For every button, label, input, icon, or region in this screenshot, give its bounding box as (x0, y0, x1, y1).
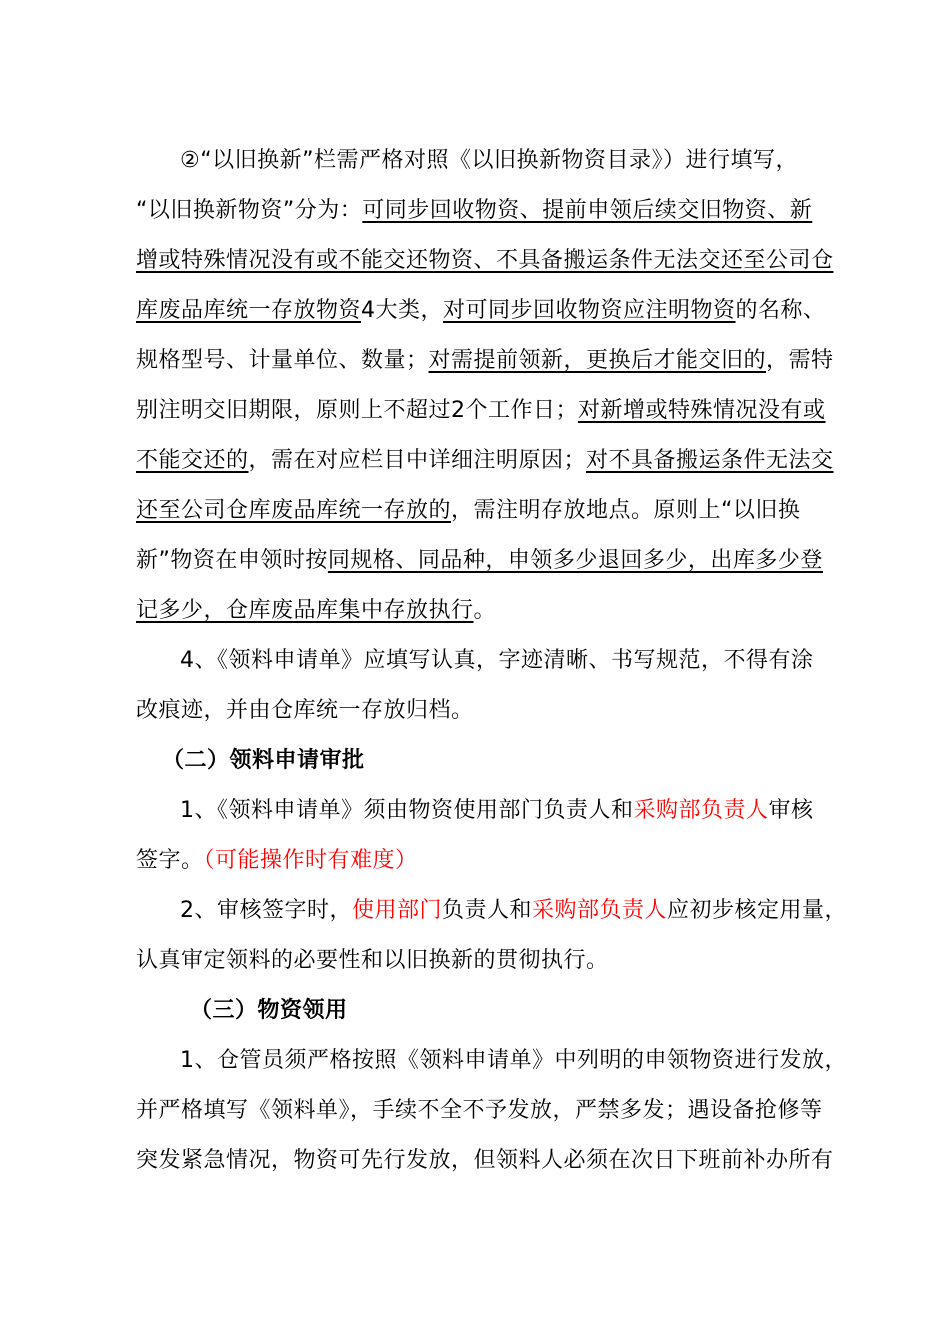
text-line (136, 1045, 880, 1077)
text-segment: 新”物资在申领时按 (136, 548, 328, 573)
highlighted-text: 使用部门 (352, 898, 443, 923)
text-segment: 2、审核签字时， (180, 898, 352, 923)
underlined-text: 库废品库统一存放物资 (136, 298, 362, 323)
underlined-text: 增或特殊情况没有或不能交还物资、不具备搬运条件无法交还至公司仓 (136, 248, 834, 273)
text-line (136, 1145, 836, 1177)
underlined-text: 对不具备搬运条件无法交 (586, 448, 834, 473)
text-segment: 签字。 (136, 848, 204, 873)
text-line (136, 995, 890, 1027)
text-line (136, 495, 836, 527)
highlighted-text: 采购部负责人 (532, 898, 668, 923)
text-segment: 4、《领料申请单》应填写认真，字迹清晰、书写规范，不得有涂 (180, 648, 814, 673)
text-segment: 负责人和 (442, 898, 533, 923)
text-segment: 突发紧急情况，物资可先行发放，但领料人必须在次日下班前补办所有 (136, 1148, 834, 1173)
text-line (136, 545, 836, 577)
text-segment: ②“以旧换新”栏需严格对照《以旧换新物资目录》）进行填写， (180, 148, 799, 173)
text-segment: ，需注明存放地点。原则上“以旧换 (451, 498, 801, 523)
text-segment: 1、《领料申请单》须由物资使用部门负责人和 (180, 798, 634, 823)
text-segment: 别注明交旧期限，原则上不超过2个工作日； (136, 398, 578, 423)
underlined-text: 还至公司仓库废品库统一存放的 (136, 498, 452, 523)
text-line (136, 245, 836, 277)
text-line (136, 445, 836, 477)
text-segment: “以旧换新物资”分为： (136, 198, 363, 223)
underlined-text: 同规格、同品种，申领多少退回多少，出库多少登 (327, 548, 823, 573)
section-heading: （三）物资领用 (190, 998, 348, 1023)
text-line (136, 695, 836, 727)
text-line (136, 195, 836, 227)
text-line (136, 945, 836, 977)
text-line (136, 895, 880, 927)
text-segment: 审核 (768, 798, 814, 823)
highlighted-text: 采购部负责人 (633, 798, 769, 823)
text-segment: ，需特 (766, 348, 834, 373)
text-line (136, 595, 836, 627)
text-segment: 的名称、 (735, 298, 826, 323)
highlighted-text: （可能操作时有难度） (203, 848, 418, 873)
text-segment: 4大类， (361, 298, 444, 323)
text-segment: 并严格填写《领料单》，手续不全不予发放，严禁多发；遇设备抢修等 (136, 1098, 823, 1123)
text-segment: 规格型号、计量单位、数量； (136, 348, 429, 373)
text-line (136, 645, 880, 677)
text-segment: 。 (473, 598, 497, 623)
underlined-text: 不能交还的 (136, 448, 249, 473)
text-line (136, 145, 880, 177)
text-line (136, 1095, 836, 1127)
underlined-text: 可同步回收物资、提前申领后续交旧物资、新 (362, 198, 813, 223)
text-line (136, 345, 836, 377)
text-segment: 应初步核定用量， (667, 898, 848, 923)
text-line (136, 845, 836, 877)
text-segment: ，需在对应栏目中详细注明原因； (248, 448, 587, 473)
text-line (136, 795, 880, 827)
underlined-text: 记多少，仓库废品库集中存放执行 (136, 598, 474, 623)
underlined-text: 对需提前领新，更换后才能交旧的 (428, 348, 767, 373)
section-heading: （二）领料申请审批 (162, 748, 365, 773)
text-line (136, 745, 862, 777)
text-line (136, 295, 836, 327)
text-line (136, 395, 836, 427)
text-segment: 改痕迹，并由仓库统一存放归档。 (136, 698, 474, 723)
text-segment: 认真审定领料的必要性和以旧换新的贯彻执行。 (136, 948, 609, 973)
underlined-text: 对新增或特殊情况没有或 (578, 398, 826, 423)
text-segment: 1、仓管员须严格按照《领料申请单》中列明的申领物资进行发放， (180, 1048, 847, 1073)
underlined-text: 对可同步回收物资应注明物资 (443, 298, 736, 323)
